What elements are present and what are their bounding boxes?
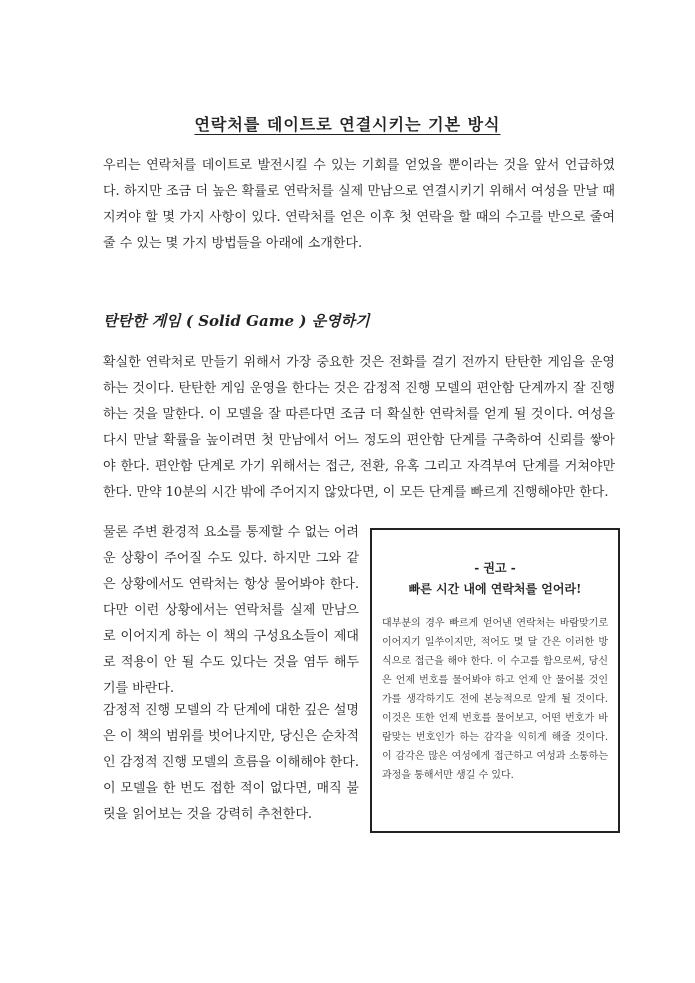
intro-paragraph: 우리는 연락처를 데이트로 발전시킬 수 있는 기회를 얻었을 뿐이라는 것을 앞서 언급하였다. 하지만 조금 더 높은 확률로 연락처를 실제 만남으로 연결시키기 위해서 여성을 만날 때 지켜야 할 몇 가지 사항이 있다. 연락처를 얻은 이후 첫 연락을 할 때의 수고를 반으로 줄여줄 수 있는 몇 가지 방법들을 아래에 소개한다. <box>103 158 615 251</box>
page-title-text: 연락처를 데이트로 연결시키는 기본 방식 <box>194 115 501 134</box>
section-heading: 탄탄한 게임 ( Solid Game ) 운영하기 <box>103 312 370 330</box>
tip-box-label: - 권고 - <box>474 561 516 575</box>
column-paragraph-2: 감정적 진행 모델의 각 단계에 대한 깊은 설명은 이 책의 범위를 벗어나지만, 당신은 순차적인 감정적 진행 모델의 흐름을 이해해야 한다. 이 모델을 한 번도 접한 적이 없다면, 매직 불릿을 읽어보는 것을 강력히 추천한다. <box>103 703 359 822</box>
column-paragraph-1: 물론 주변 환경적 요소를 통제할 수 없는 어려운 상황이 주어질 수도 있다. 하지만 그와 같은 상황에서도 연락처는 항상 물어봐야 한다. 다만 이런 상황에서는 연락처를 실제 만남으로 이어지게 하는 이 책의 구성요소들이 제대로 적용이 안 될 수도 있다는 것을 염두 해두기를 바란다. <box>103 525 359 696</box>
section-body-paragraph: 확실한 연락처로 만들기 위해서 가장 중요한 것은 전화를 걸기 전까지 탄탄한 게임을 운영하는 것이다. 탄탄한 게임 운영을 한다는 것은 감정적 진행 모델의 편안함 단계까지 잘 진행하는 것을 말한다. 이 모델을 잘 따른다면 조금 더 확실한 연락처를 얻게 될 것이다. 여성을 다시 만날 확률을 높이려면 첫 만남에서 어느 정도의 편안함 단계를 구축하여 신뢰를 쌓아야 한다. 편안함 단계로 가기 위해서는 접근, 전환, 유혹 그리고 자격부여 단계를 거쳐야만 한다. 만약 10분의 시간 밖에 주어지지 않았다면, 이 모든 단계를 빠르게 진행해야만 한다. <box>103 355 615 500</box>
page-title <box>0 112 695 135</box>
tip-box <box>370 528 620 833</box>
tip-box-title: 빠른 시간 내에 연락처를 얻어라! <box>408 582 582 596</box>
tip-box-body: 대부분의 경우 빠르게 얻어낸 연락처는 바람맞기로 이어지기 일쑤이지만, 적어도 몇 달 간은 이러한 방식으로 접근을 해야 한다. 이 수고를 함으로써, 당신은 언제 번호를 물어봐야 하고 언제 안 물어볼 것인가를 생각하기도 전에 본능적으로 알게 될 것이다. 이것은 또한 언제 번호를 물어보고, 어떤 번호가 바람맞는 번호인가 하는 감각을 익히게 해줄 것이다. 이 감각은 많은 여성에게 접근하고 여성과 소통하는 과정을 통해서만 생길 수 있다. <box>382 618 608 781</box>
